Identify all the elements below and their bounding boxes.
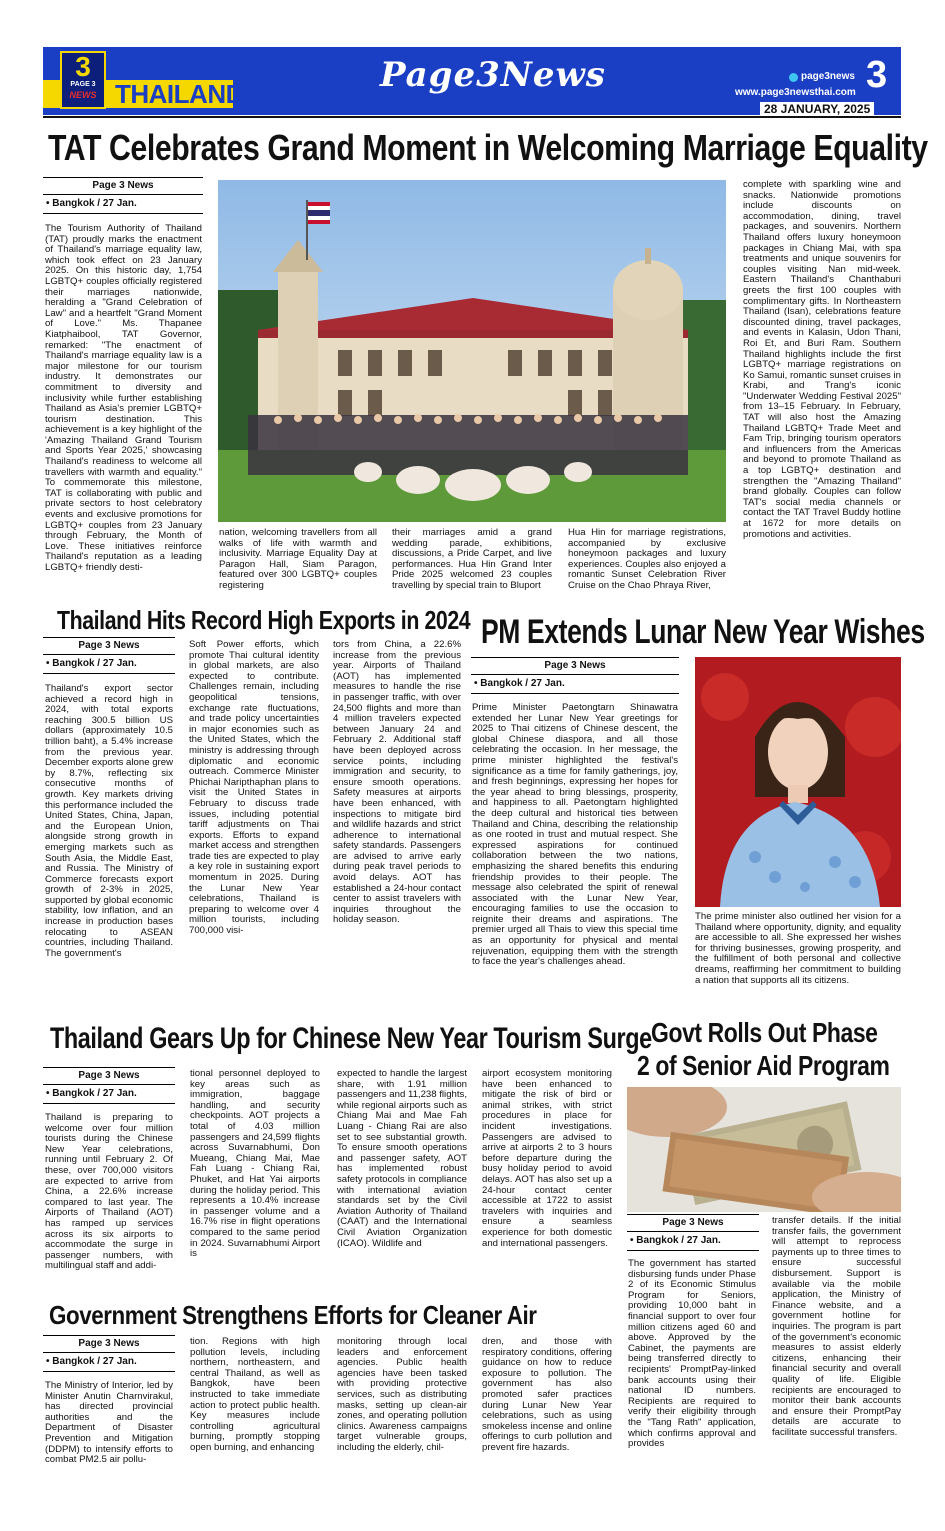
headline-marriage-equality: TAT Celebrates Grand Moment in Welcoming Marriage Equality bbox=[48, 127, 928, 168]
byline-article6 bbox=[43, 1335, 175, 1372]
byline-article1 bbox=[43, 177, 203, 214]
issue-date: 28 JANUARY, 2025 bbox=[760, 102, 874, 116]
wedding-group-photo bbox=[218, 180, 726, 522]
byline-location: • Bangkok / 27 Jan. bbox=[43, 194, 203, 214]
article3-col1: Prime Minister Paetongtarn Shinawatra extended her Lunar New Year greetings for 2025 to Thai citizens of Chinese descent, the global Chinese diaspora, and all those celebrating the occasion. In her message, the prime minister highlighted the festival's significance as a time for family gatherings, joy, and fresh beginnings, expressing her hopes for the year ahead to bring blessings, prosperity, and happiness to all. Paetongtarn highlighted the deep cultural and historical ties between Thailand and China, describing the relationship as one rooted in trust and mutual respect. She expressed aspirations for continued collaboration between the two nations, emphasizing the shared benefits this enduring friendship provides to their people. The message also celebrated the spirit of renewal associated with the Lunar New Year, encouraging families to use the occasion to reignite their dreams and aspirations. The premier urged all Thais to view this special time as an opportunity for physical and mental rejuvenation, equipping them with the strength to face the year's challenges ahead. bbox=[472, 703, 678, 968]
article2-col3: tors from China, a 22.6% increase from the previous year. Airports of Thailand (AOT) has implemented measures to handle the rise in passenger traffic, with over 24,500 flights and more than 4 million travelers expected between January 24 and February 2. Additional staff have been deployed across service points, including immigration and security, to ensure smooth operations. Safety measures at airports have been enhanced, with inspections to mitigate bird and wildlife hazards and strict adherence to international safety standards. Passengers are advised to arrive early during peak travel periods to avoid delays. AOT has established a 24-hour contact center to assist travelers with inquiries throughout the holiday season. bbox=[333, 640, 461, 926]
article1-col2: nation, welcoming travellers from all walks of life with warmth and inclusivity. Marriage Equality Day at Paragon Hall, Siam Paragon, featured over 300 LGBTQ+ couples registering bbox=[219, 527, 377, 591]
headline-cleaner-air: Government Strengthens Efforts for Cleaner Air bbox=[49, 1300, 537, 1330]
social-dot-icon bbox=[789, 73, 798, 82]
byline-article5 bbox=[627, 1214, 759, 1251]
article6-col4: dren, and those with respiratory conditions, offering guidance on how to reduce exposure to pollution. The government has also promoted safer practices during Lunar New Year celebrations, such as using smokeless incense and online offerings to curb pollution and prevent fire hazards. bbox=[482, 1337, 612, 1453]
byline-source: Page 3 News bbox=[43, 1335, 175, 1352]
banknotes-illustration bbox=[627, 1087, 901, 1212]
byline-location: • Bangkok / 27 Jan. bbox=[471, 674, 679, 694]
byline-location: • Bangkok / 27 Jan. bbox=[43, 1352, 175, 1372]
page3-badge bbox=[60, 51, 106, 109]
article1-col3: their marriages amid a grand wedding parade, exhibitions, discussions, a Pride Carpet, and live performances. Hua Hin Grand Inter Pride 2025 welcomed 23 couples travelling by special train to Bluport bbox=[392, 527, 552, 591]
badge-sub: PAGE 3 bbox=[70, 81, 96, 88]
headline-senior-aid-line2: 2 of Senior Aid Program bbox=[637, 1050, 890, 1081]
byline-article2 bbox=[43, 637, 175, 674]
badge-number: 3 bbox=[75, 51, 91, 82]
byline-source: Page 3 News bbox=[43, 177, 203, 194]
article2-col1: Thailand's export sector achieved a record high in 2024, with total exports reaching 300.5 billion US dollars (approximately 10.5 trillion baht), a 5.4% increase from the previous year. December exports alone grew by 8.7%, reflecting six consecutive months of growth. Key markets driving this performance included the United States, China, Japan, and the European Union, alongside strong growth in emerging markets such as South Asia, the Middle East, and Russia. The Ministry of Commerce forecasts export growth of 2-3% in 2025, supported by global economic stability, low inflation, and an increase in production bases relocating to ASEAN countries, including Thailand. The government's bbox=[45, 684, 173, 959]
page-number: 3 bbox=[866, 54, 888, 96]
byline-location: • Bangkok / 27 Jan. bbox=[627, 1231, 759, 1251]
article4-col3: expected to handle the largest share, with 1.91 million passengers and 11,238 flights, while regional airports such as Chiang Mai and Mae Fah Luang - Chiang Rai are also set to see substantial growth. To ensure smooth operations and passenger safety, AOT has implemented robust safety protocols in compliance with international aviation standards set by the Civil Aviation Authority of Thailand (CAAT) and the International Civil Aviation Organization (ICAO). Wildlife and bbox=[337, 1069, 467, 1249]
article5-col2: transfer details. If the initial transfer fails, the government will attempt to reprocess payments up to three times to ensure successful disbursement. Support is available via the mobile application, the Ministry of Finance website, and a government hotline for inquiries. The program is part of the government's economic measures to assist elderly citizens, enhancing their financial security and overall quality of life. Eligible recipients are encouraged to monitor their bank accounts and ensure their PromptPay details are accurate to facilitate successful transfers. bbox=[772, 1216, 901, 1438]
article1-col1: The Tourism Authority of Thailand (TAT) proudly marks the enactment of Thailand's marriage equality law, which took effect on 23 January 2025. On this historic day, 1,754 LGBTQ+ couples officially registered their marriages nationwide, heralding a "Grand Celebration of Law" and a heartfelt "Grand Moment of Love." Ms. Thapanee Kiatphaibool, TAT Governor, remarked: "The enactment of Thailand's marriage equality law is a major milestone for our tourism industry. It demonstrates our commitment to diversity and inclusivity while further establishing Thailand as Asia's premier LGBTQ+ tourism destination. This achievement is a key highlight of the 'Amazing Thailand Grand Tourism and Sports Year 2025,' showcasing Thailand's readiness to welcome all travellers with warmth and equality." To commemorate this milestone, TAT is collaborating with public and private sectors to host celebratory events and exclusive promotions for LGBTQ+ couples from 23 January through February, the Month of Love. These initiatives reinforce Thailand's reputation as a leading LGBTQ+ friendly desti- bbox=[45, 224, 202, 573]
article2-col2: Soft Power efforts, which promote Thai cultural identity in global markets, are also expected to contribute. Challenges remain, including geopolitical tensions, exchange rate fluctuations, and trade policy uncertainties in major economies such as the United States, which the ministry is addressing through diplomatic and economic outreach. Commerce Minister Phichai Naripthaphan plans to visit the United States in February to discuss trade issues, including potential tariff adjustments on Thai exports. Efforts to expand market access and strengthen trade ties are expected to play a key role in sustaining export momentum in 2025. During the Lunar New Year celebrations, Thailand is preparing to welcome over 4 million tourists, including 700,000 visi- bbox=[189, 640, 319, 937]
article1-col5: complete with sparkling wine and snacks. Nationwide promotions include discounts on accommodation, dining, travel packages, and souvenirs. Northern Thailand offers luxury honeymoon packages in Chiang Mai, with spa treatments and unique souvenirs for couples visiting Nan mid-week. Eastern Thailand's Chanthaburi greets the first 100 couples with complimentary gifts. In Northeastern Thailand (Isan), celebrations feature discounted dining, travel packages, and events in Kalasin, Udon Thani, Roi Et, and Buri Ram. Southern Thailand highlights include the first LGBTQ+ marriage registrations on Ko Samui, romantic sunset cruises in Krabi, and Trang's iconic "Underwater Wedding Festival 2025" from 13–15 February. In February, TAT will also host the Amazing Thailand LGBTQ+ Trade Meet and Fam Trip, bringing tourism operators and influencers from the Americas and beyond to promote Thailand as a top LGBTQ+ destination and strengthen the "Amazing Thailand" brand globally. Couples can follow TAT's social media channels or contact the TAT Travel Buddy hotline at 1672 for more details on promotions and activities. bbox=[743, 180, 901, 540]
headline-senior-aid-line1: Govt Rolls Out Phase bbox=[651, 1017, 878, 1048]
article6-col1: The Ministry of Interior, led by Minister Anutin Charnvirakul, has directed provincial authorities and the Department of Disaster Prevention and Mitigation (DDPM) to intensify efforts to combat PM2.5 air pollu- bbox=[45, 1381, 173, 1466]
headline-lunar-wishes: PM Extends Lunar New Year Wishes bbox=[481, 613, 925, 651]
article6-col3: monitoring through local leaders and enforcement agencies. Public health agencies have been tasked with providing protective services, such as distributing masks, setting up clean-air zones, and operating pollution clinics. Awareness campaigns target vulnerable groups, including the elderly, chil- bbox=[337, 1337, 467, 1453]
portrait-illustration bbox=[695, 657, 901, 907]
article4-col4: airport ecosystem monitoring have been enhanced to mitigate the risk of bird or animal strikes, with strict procedures in place for incident investigations. Passengers are advised to arrive at airports 2 to 3 hours before departure during the busy holiday period to avoid delays. AOT has also set up a 24-hour contact center accessible at 1722 to assist travelers with inquiries and ensure a seamless experience for both domestic and international passengers. bbox=[482, 1069, 612, 1249]
newspaper-logo: Page3News bbox=[380, 55, 606, 95]
headline-cny-tourism: Thailand Gears Up for Chinese New Year Tourism Surge bbox=[50, 1022, 652, 1055]
byline-location: • Bangkok / 27 Jan. bbox=[43, 1084, 175, 1104]
byline-source: Page 3 News bbox=[471, 657, 679, 674]
byline-source: Page 3 News bbox=[43, 637, 175, 654]
article3-col2: The prime minister also outlined her vision for a Thailand where opportunity, dignity, and equality are accessible to all. She expressed her wishes for thriving businesses, growing prosperity, and the fulfillment of both personal and collective dreams, reaffirming her commitment to building a nation that supports all its citizens. bbox=[695, 911, 901, 986]
cash-banknotes-photo bbox=[627, 1087, 901, 1212]
article1-col4: Hua Hin for marriage registrations, accompanied by exclusive honeymoon packages and luxury experiences. Couples also enjoyed a romantic Sunset Celebration River Cruise on the Chao Phraya River, bbox=[568, 527, 726, 591]
byline-article4 bbox=[43, 1067, 175, 1104]
masthead-rule bbox=[43, 116, 901, 118]
edition-label: THAILAND bbox=[115, 79, 244, 109]
article5-col1: The government has started disbursing funds under Phase 2 of its Economic Stimulus Program for Seniors, providing 10,000 baht in financial support to over four million citizens aged 60 and above. Approved by the Cabinet, the payments are being transferred directly to recipients' PromptPay-linked bank accounts using their national ID numbers. Recipients are required to verify their eligibility through the "Tang Rath" application, which confirms approval and provides bbox=[628, 1259, 756, 1450]
badge-news: NEWS bbox=[69, 90, 97, 100]
article4-col2: tional personnel deployed to key areas such as immigration, baggage handling, and security checkpoints. AOT projects a total of 4.03 million passengers and 24,599 flights across Suvarnabhumi, Don Mueang, Chiang Mai, Mae Fah Luang - Chiang Rai, Phuket, and Hat Yai airports during the holiday period. This represents a 10.4% increase in passenger volume and a 16.7% rise in flight operations compared to the same period in 2024. Suvarnabhumi Airport is bbox=[190, 1069, 320, 1260]
wedding-photo-illustration bbox=[218, 180, 726, 522]
byline-article3 bbox=[471, 657, 679, 694]
headline-record-exports: Thailand Hits Record High Exports in 2024 bbox=[57, 605, 471, 635]
prime-minister-portrait bbox=[695, 657, 901, 907]
byline-source: Page 3 News bbox=[43, 1067, 175, 1084]
byline-source: Page 3 News bbox=[627, 1214, 759, 1231]
article4-col1: Thailand is preparing to welcome over four million tourists during the Chinese New Year celebrations, running until February 2. Of these, over 700,000 visitors are expected to arrive from China, a 22.6% increase compared to last year. The Airports of Thailand (AOT) has ramped up services across its six airports to accommodate the surge in passenger numbers, with multilingual staff and addi- bbox=[45, 1113, 173, 1272]
byline-location: • Bangkok / 27 Jan. bbox=[43, 654, 175, 674]
social-handle: page3news bbox=[801, 71, 855, 82]
article6-col2: tion. Regions with high pollution levels, including northern, northeastern, and central Thailand, as well as Bangkok, have been instructed to take immediate action to protect public health. Key measures include controlling agricultural burning, promptly stopping open burning, and enhancing bbox=[190, 1337, 320, 1453]
website: www.page3newsthai.com bbox=[735, 87, 856, 98]
